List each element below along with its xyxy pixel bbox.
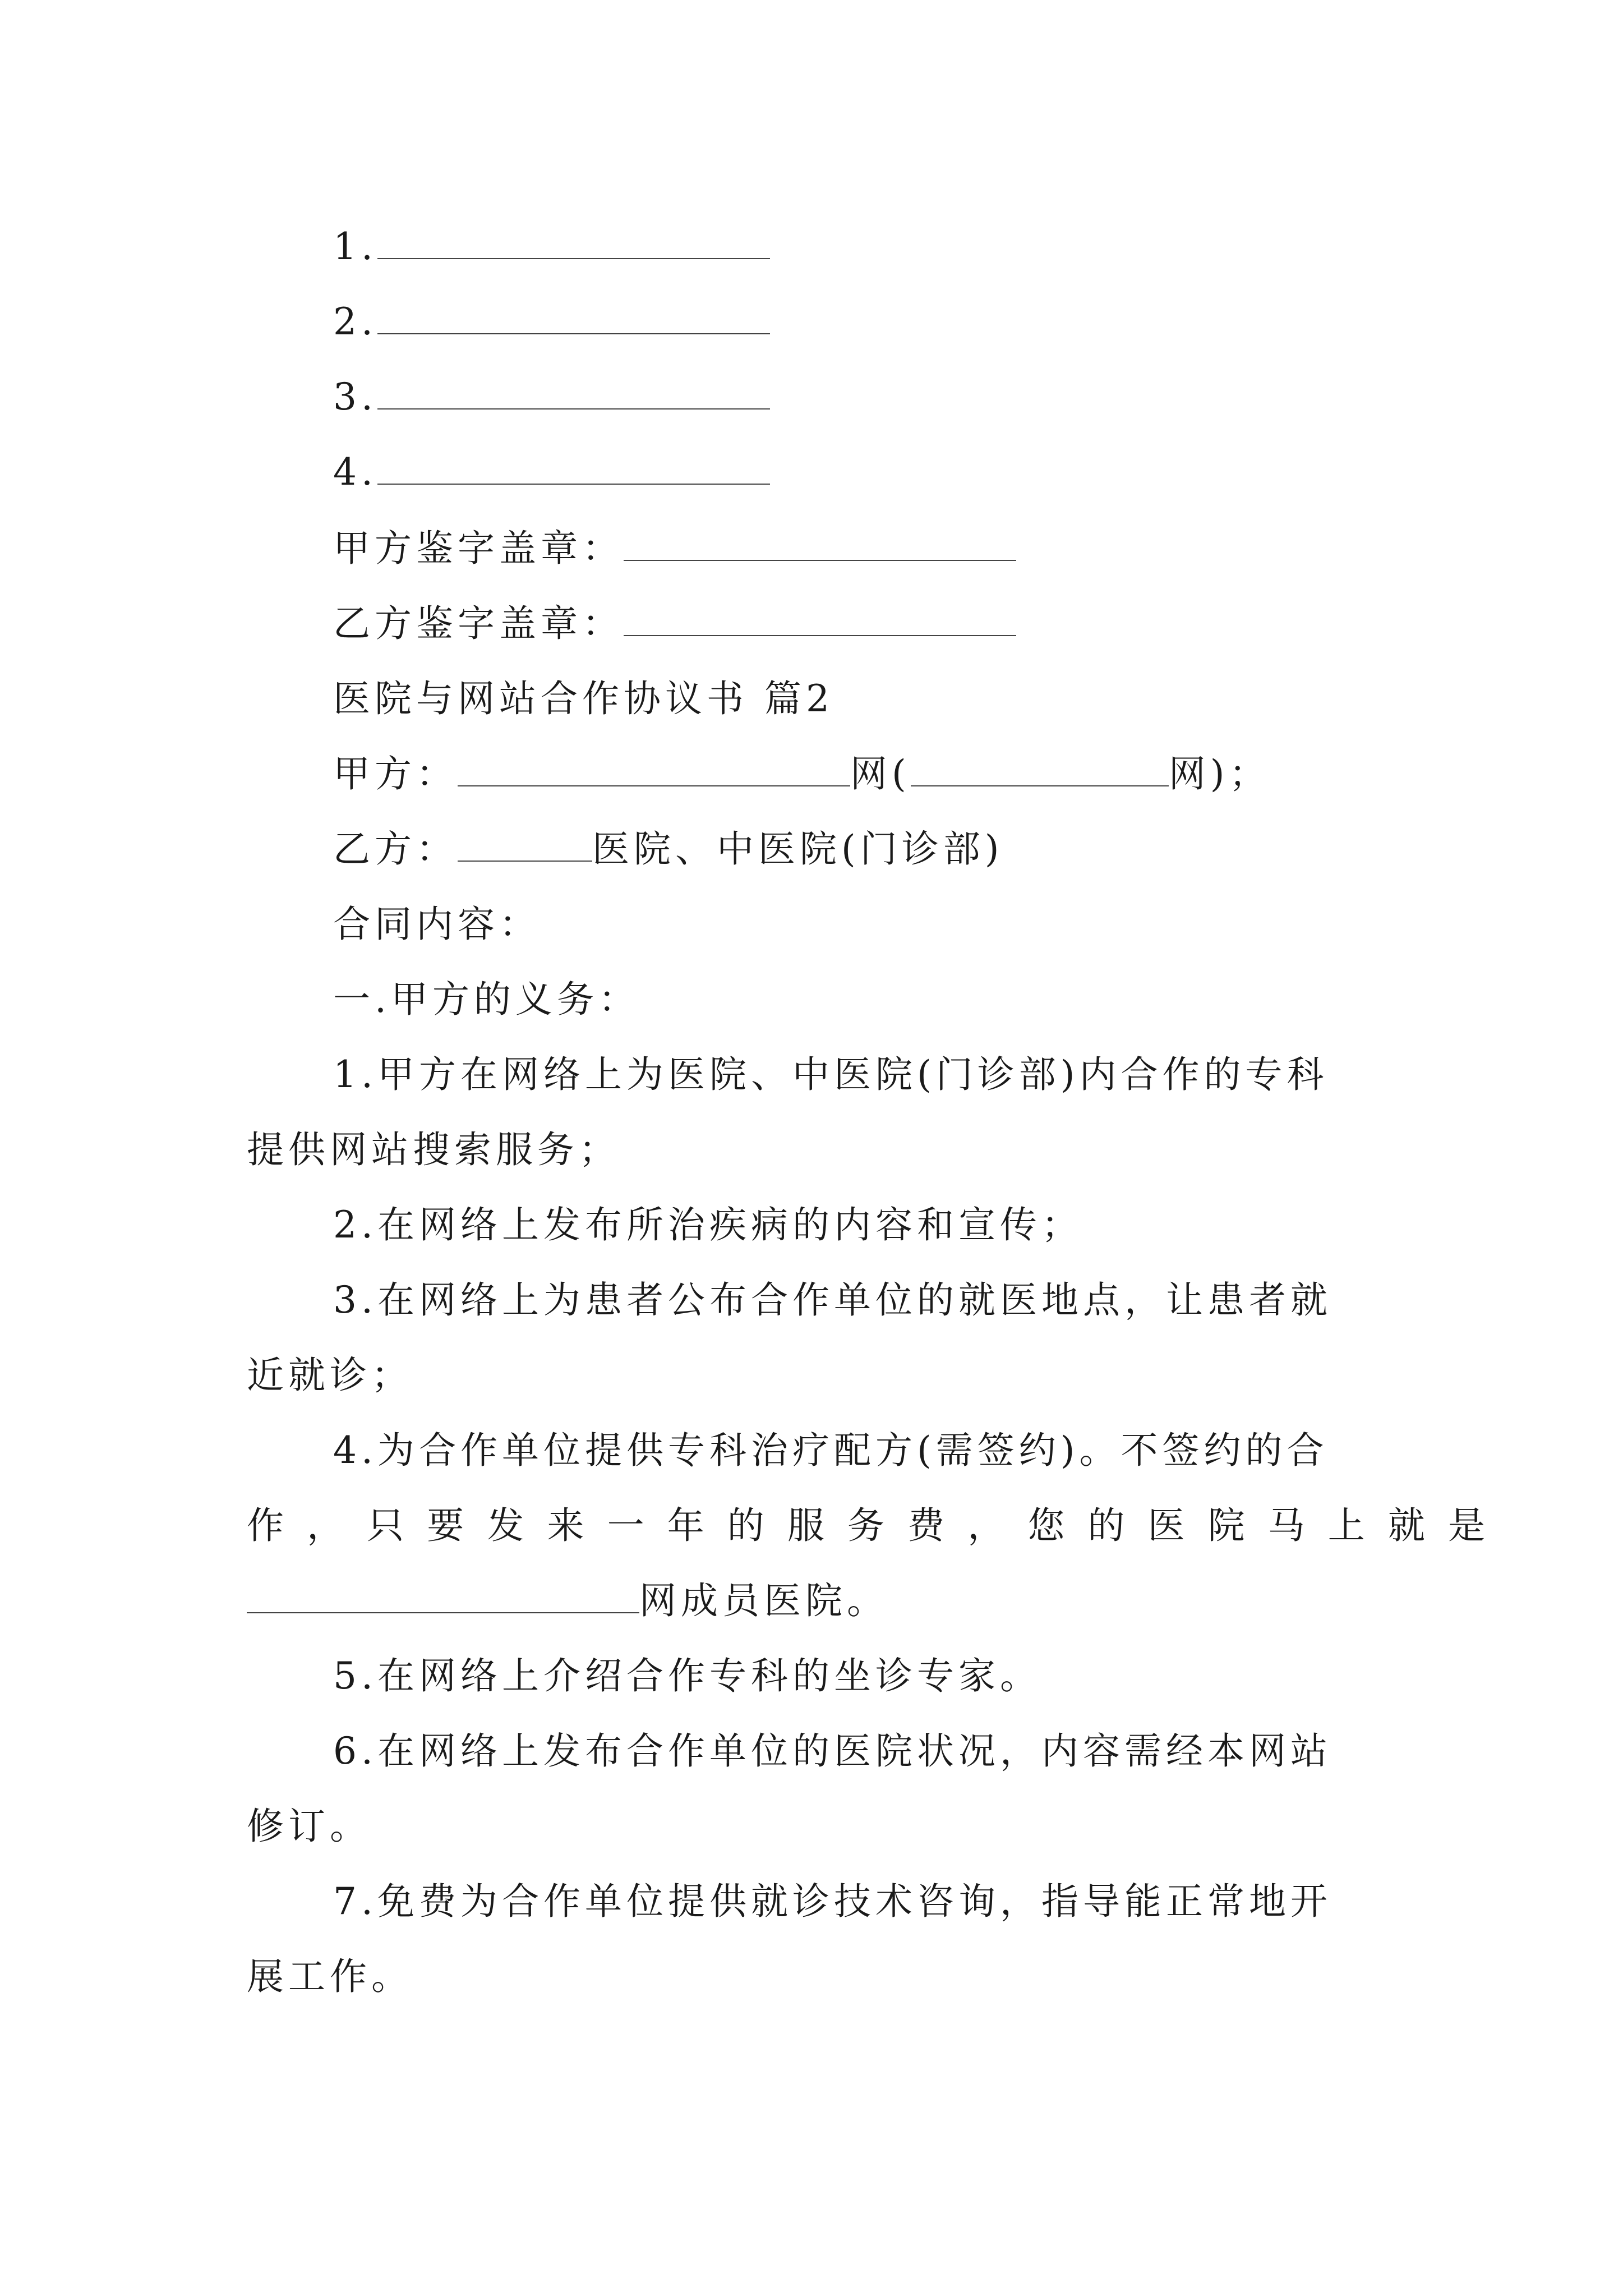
item-3-line-2: 近就诊；	[247, 1354, 413, 1397]
item-7-line-1: 7.免费为合作单位提供就诊技术咨询，指导能正常地开	[333, 1880, 1332, 1923]
fill-blank	[911, 754, 1169, 786]
blank-number: 3.	[333, 375, 377, 418]
blank-item-1	[333, 224, 770, 269]
item-6-line-2: 修订。	[247, 1805, 371, 1848]
fill-blank	[377, 377, 770, 409]
item-3-line-1: 3.在网络上为患者公布合作单位的就医地点，让患者就	[333, 1278, 1332, 1322]
blank-number: 2.	[333, 300, 377, 343]
party-b-line	[333, 827, 1004, 872]
fill-blank	[458, 829, 592, 862]
item-6-line-1: 6.在网络上发布合作单位的医院状况，内容需经本网站	[333, 1729, 1332, 1773]
party-a-signature	[333, 526, 1016, 571]
blank-item-4	[333, 450, 770, 495]
blank-number: 1.	[333, 225, 377, 268]
blank-number: 4.	[333, 450, 377, 494]
item-1-line-2: 提供网站搜索服务；	[247, 1128, 620, 1171]
party-b-text: 医院、中医院(门诊部)	[592, 827, 1004, 871]
fill-blank	[377, 302, 770, 334]
party-a-end: 网)；	[1168, 752, 1271, 795]
fill-blank	[377, 227, 770, 259]
item-5: 5.在网络上介绍合作专科的坐诊专家。	[333, 1654, 1041, 1697]
blank-item-3	[333, 375, 770, 420]
party-a-label: 甲方：	[333, 752, 458, 795]
party-b-label: 乙方：	[333, 827, 458, 871]
item-4-line-3-text: 网成员医院。	[639, 1579, 888, 1622]
blank-item-2	[333, 300, 770, 344]
section-title: 医院与网站合作协议书 篇2	[333, 677, 834, 720]
fill-blank	[377, 452, 770, 485]
fill-blank	[458, 754, 850, 786]
party-a-mid: 网(	[850, 752, 911, 795]
fill-blank	[624, 604, 1016, 636]
item-1-line-1: 1.甲方在网络上为医院、中医院(门诊部)内合作的专科	[333, 1053, 1329, 1096]
party-a-line	[333, 752, 1271, 797]
fill-blank	[247, 1581, 639, 1613]
signature-label: 甲方鉴字盖章：	[333, 527, 624, 570]
item-4-line-2: 作，只要发来一年的服务费，您的医院马上就是	[247, 1504, 1490, 1547]
obligations-heading: 一.甲方的义务：	[333, 978, 640, 1021]
item-2: 2.在网络上发布所治疾病的内容和宣传；	[333, 1203, 1083, 1246]
item-4-line-3	[247, 1579, 888, 1623]
item-7-line-2: 展工作。	[247, 1955, 413, 1998]
signature-label: 乙方鉴字盖章：	[333, 602, 624, 645]
contract-content-heading: 合同内容：	[333, 903, 541, 946]
item-4-line-1: 4.为合作单位提供专科治疗配方(需签约)。不签约的合	[333, 1429, 1329, 1472]
party-b-signature	[333, 601, 1016, 646]
fill-blank	[624, 528, 1016, 561]
